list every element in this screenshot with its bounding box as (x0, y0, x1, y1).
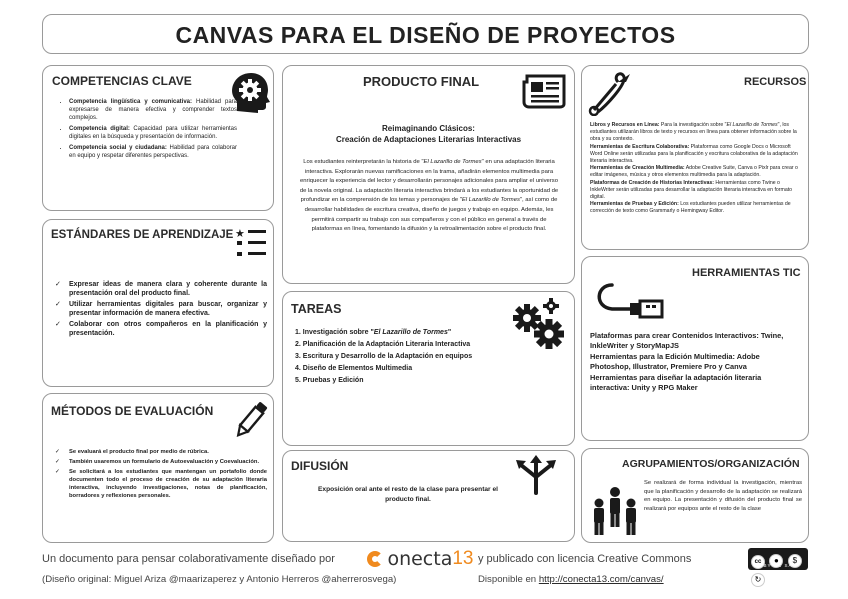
svg-text:★: ★ (235, 227, 245, 240)
footer-available: Disponible en http://conecta13.com/canvas/ (478, 574, 664, 585)
tareas-heading: TAREAS (291, 302, 342, 316)
cc-label: BY NC SA (763, 563, 793, 568)
recursos-card (581, 65, 809, 250)
herramientas-heading: HERRAMIENTAS TIC (692, 267, 801, 279)
difusion-heading: DIFUSIÓN (291, 459, 349, 473)
footer-license-text: y publicado con licencia Creative Commons (478, 553, 692, 565)
difusion-card (282, 450, 575, 542)
sa-icon: ↻ (751, 573, 765, 587)
evaluacion-heading: MÉTODOS DE EVALUACIÓN (51, 404, 214, 418)
producto-heading: PRODUCTO FINAL (363, 74, 480, 89)
checklist-icon (235, 226, 267, 260)
footer-line-1 (42, 553, 335, 565)
cc-icon: cc (751, 555, 765, 569)
producto-subtitle-2: Creación de Adaptaciones Literarias Interactivas (335, 135, 522, 144)
brand-number: 13 (452, 548, 474, 569)
producto-description: Los estudiantes reinterpretarán la historia de "El Lazarillo de Tormes" en una adaptación literaria interactiva. Explorarán nuevas ramificaciones en la trama, añadirán elementos multimedia para enriquecer la experiencia del lector y desarrollarán personajes adicionales para ampliar el universo de la novela original. La adaptación literaria interactiva brindará a los estudiantes la oportunidad de profundizar en la comprensión de los temas y personajes de "El Lazarillo de Tormes", así como de desarrollar habilidades de escritura creativa, diseño de juegos y trabajo en equipo. Además, les permitirá compartir su trabajo con sus compañeros y con el público en general a través de plataformas en línea, fomentando la difusión y la retroalimentación sobre el producto final. (299, 159, 559, 233)
list-item: • Competencia lingüística y comunicativa: Habilidad para expresarse de manera efectiva y comprender textos complejos. (69, 98, 237, 122)
list-item: ✓ Expresar ideas de manera clara y coherente durante la presentación oral del producto final. (55, 280, 267, 299)
recursos-list (590, 122, 802, 216)
list-item: ✓ También usaremos un formulario de Autoevaluación y Coevaluación. (55, 458, 267, 466)
competencias-card (42, 65, 274, 211)
evaluacion-card (42, 393, 274, 543)
list-item: Herramientas de Creación Multimedia: Adobe Creative Suite, Canva o Pixlr para crear o editar imágenes, música y otros elementos multimedia para la adaptación. (590, 165, 798, 179)
agrupamientos-card (581, 448, 809, 543)
safety-pin-icon (588, 70, 632, 116)
newspaper-icon (522, 70, 570, 110)
list-item: Herramientas de Pruebas y Edición: Los estudiantes pueden utilizar herramientas de corrección de texto como Grammarly o Hemingway Editor. (590, 201, 791, 215)
list-item: 5. Pruebas y Edición (295, 377, 364, 384)
list-item: • Competencia digital: Capacidad para utilizar herramientas digitales en la búsqueda y presentación de información. (69, 125, 237, 141)
agrupamientos-heading: AGRUPAMIENTOS/ORGANIZACIÓN (622, 458, 800, 470)
list-item: ✓ Se solicitará a los estudiantes que mantengan un portafolio donde documenten todo el proceso de creación de su adaptación literaria interactiva, incluyendo investigaciones, notas de planificación, borradores y reflexiones personales. (55, 468, 267, 500)
usb-cable-icon (590, 277, 668, 319)
agrupamientos-text: Se realizará de forma individual la investigación, mientras que la planificación y desarrollo de la adaptación se realizará en equipo. La presentación y difusión del producto final se realizará por equipos ante el resto de la clase (644, 480, 802, 512)
list-item: 1. Investigación sobre "El Lazarillo de Tormes" (295, 329, 452, 336)
list-item: ✓ Utilizar herramientas digitales para buscar, organizar y presentar información de manera efectiva. (55, 300, 267, 319)
footer-credit-text: Un documento para pensar colaborativamente diseñado por (42, 553, 335, 565)
page-title: CANVAS PARA EL DISEÑO DE PROYECTOS (175, 22, 676, 48)
list-item: ✓ Colaborar con otros compañeros en la planificación y presentación. (55, 320, 267, 339)
estandares-card (42, 219, 274, 387)
share-arrows-icon (513, 455, 559, 495)
herramientas-card (581, 256, 809, 441)
list-item: ✓ Se evaluará el producto final por medio de rúbrica. (55, 448, 267, 456)
competencias-heading: COMPETENCIAS CLAVE (52, 74, 192, 88)
nc-icon: $ (788, 554, 802, 568)
canvas-link[interactable]: http://conecta13.com/canvas/ (538, 574, 664, 585)
brand-word: onecta (387, 548, 453, 570)
producto-subtitle: Reimaginando Clásicos: (382, 124, 475, 133)
list-item: Herramientas de Escritura Colaborativa: Plataformas como Google Docs o Microsoft Word Online serán utilizadas para la planificación y escritura colaborativa de la adaptación literaria interactiva. (590, 143, 798, 165)
tareas-list (295, 328, 505, 388)
list-item: Herramientas para la Edición Multimedia: Adobe Photoshop, Illustrator, Premiere Pro y Canva (590, 351, 760, 372)
cc-license-badge[interactable] (748, 548, 808, 584)
cc-icons (751, 550, 808, 587)
estandares-list (55, 280, 267, 339)
title-banner (42, 14, 809, 54)
list-item: Plataformas de Creación de Historias Interactivas: Herramientas como Twine o InkleWriter serán utilizadas para desarrollar la adaptación literaria interactiva en formato digital. (590, 179, 793, 201)
list-item: 3. Escritura y Desarrollo de la Adaptación en equipos (295, 353, 473, 360)
evaluacion-list (55, 448, 267, 502)
competencias-list (55, 98, 237, 163)
brand-c-icon (367, 551, 383, 567)
gears-icon (509, 296, 569, 352)
list-item: 4. Diseño de Elementos Multimedia (295, 365, 413, 372)
by-icon: ● (769, 554, 783, 568)
conecta13-logo[interactable] (367, 548, 474, 570)
group-people-icon (590, 487, 640, 539)
list-item: • Competencia social y ciudadana: Habilidad para colaborar en equipo y respetar diferentes perspectivas. (69, 144, 237, 160)
producto-card (282, 65, 575, 284)
list-item: Libros y Recursos en Línea: Para la investigación sobre "El Lazarillo de Tormes", los estudiantes utilizarán libros de texto y recursos en línea para obtener información sobre la obra y su contexto. (590, 122, 797, 143)
list-item: Herramientas para diseñar la adaptación literaria interactiva: Unity y RPG Maker (590, 372, 762, 393)
recursos-heading: RECURSOS (744, 76, 807, 88)
estandares-heading: ESTÁNDARES DE APRENDIZAJE (51, 229, 234, 241)
herramientas-list (590, 331, 802, 393)
difusion-text: Exposición oral ante el resto de la clase para presentar el producto final. (318, 486, 498, 503)
list-item: Plataformas para crear Contenidos Interactivos: Twine, InkleWriter y StoryMapJS (590, 331, 784, 351)
footer-line-2: (Diseño original: Miguel Ariza @maarizaperez y Antonio Herreros @aherrerosvega) (42, 574, 397, 585)
tareas-card (282, 291, 575, 446)
pencil-icon (233, 398, 269, 442)
list-item: 2. Planificación de la Adaptación Literaria Interactiva (295, 341, 471, 348)
